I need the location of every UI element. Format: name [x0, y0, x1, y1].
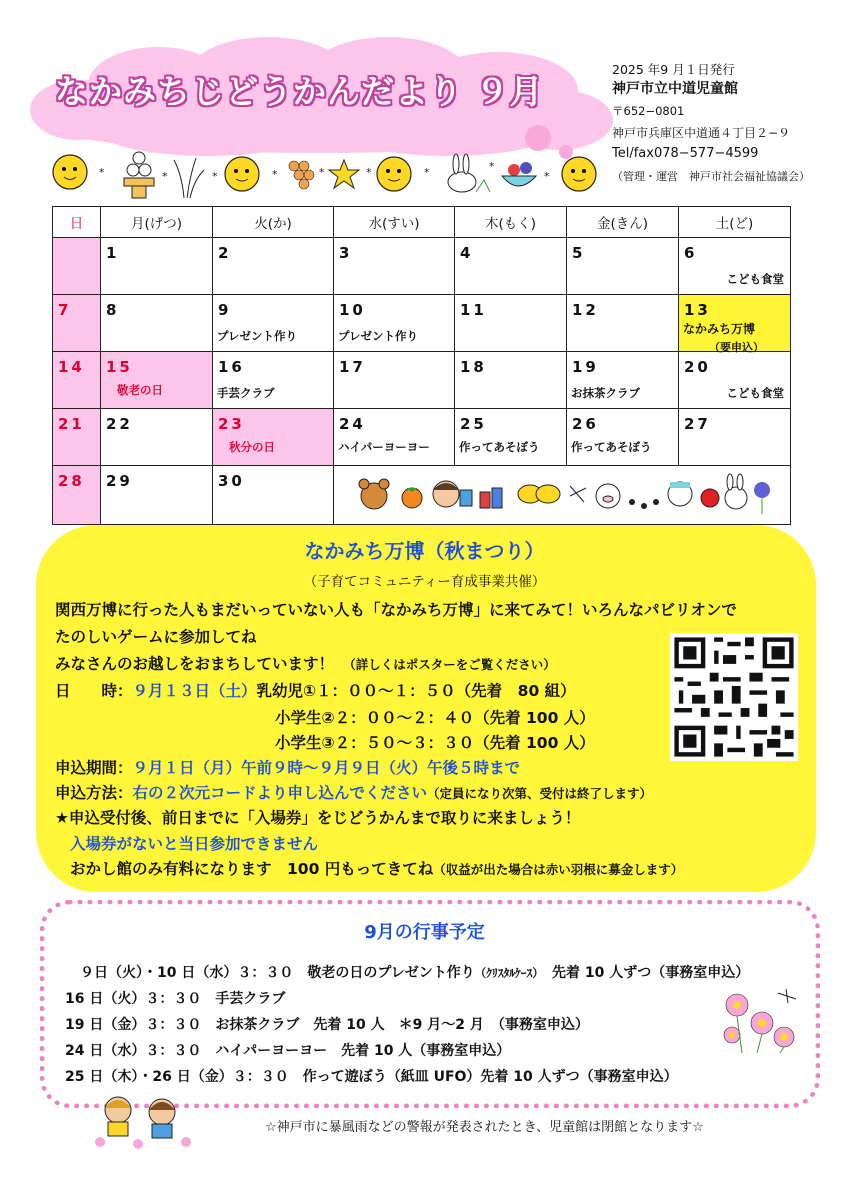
ticket-note: 入場券がないと当日参加できません [70, 835, 319, 853]
weekday-header-row [53, 207, 791, 238]
music-notes-icon [629, 499, 659, 509]
fee-note: （収益が出た場合は赤い羽根に募金します） [433, 862, 684, 877]
event-note: （ｸﾘｽﾀﾙｹｰｽ） [474, 966, 539, 980]
day-cell-highlight [679, 295, 791, 352]
page-title: なかみちじどうかんだより ９月 [55, 72, 544, 111]
day-cell [334, 352, 455, 409]
apply-period-row [55, 756, 520, 778]
day-cell [101, 409, 213, 466]
child-painting-icon [433, 481, 472, 507]
paint-icon [480, 488, 502, 508]
postal-code: 〒652−0801 [612, 104, 685, 118]
svg-text:*: * [99, 166, 105, 179]
moon-face-icon [225, 157, 259, 191]
calendar-week [53, 295, 791, 352]
day-cell [213, 238, 334, 295]
poster-note: （詳しくはポスターをご覧ください） [349, 657, 556, 672]
day-cell [53, 352, 101, 409]
fee-text: おかし館のみ有料になります 100 円もってきてね [70, 860, 434, 878]
day-cell-holiday [101, 352, 213, 409]
time-slot-2: 小学生②２：００〜２：４０（先着 100 人） [275, 709, 595, 727]
animal-illustrations [334, 466, 774, 520]
day-number: 13 [684, 301, 711, 319]
event-item: 19 日（金）３：３０ お抹茶クラブ 先着 10 人 ＊9 月〜2 月 （事務室申込） [65, 1017, 589, 1033]
day-number: 18 [460, 358, 487, 376]
svg-text:*: * [544, 170, 550, 183]
fruit-bowl-icon [502, 162, 536, 186]
day-cell [53, 238, 101, 295]
rabbit-icon [448, 154, 490, 192]
day-number: 16 [218, 358, 245, 376]
day-cell [213, 295, 334, 352]
moon-face-icon [377, 157, 411, 191]
day-event: 秋分の日 [229, 440, 275, 454]
day-cell [53, 409, 101, 466]
bear-icon [359, 479, 389, 509]
day-number: 8 [106, 301, 120, 319]
persimmon-icon [402, 488, 422, 508]
day-number: 28 [58, 472, 85, 490]
banpaku-line-2: たのしいゲームに参加してね [55, 628, 257, 646]
svg-text:*: * [366, 166, 372, 179]
child-icon [105, 1097, 131, 1136]
day-number: 17 [339, 358, 366, 376]
welcome-text: みなさんのお越しをおまちしています！ [55, 655, 335, 673]
pig-icon [596, 484, 620, 508]
day-cell [679, 352, 791, 409]
day-number: 12 [572, 301, 599, 319]
banpaku-line-3 [55, 652, 556, 674]
flower-icon [754, 482, 770, 514]
day-cell [53, 466, 101, 525]
day-cell [213, 352, 334, 409]
butterfly-icon [518, 485, 560, 503]
method-note: （定員になり次第、受付は終了します） [427, 786, 653, 801]
day-cell [455, 352, 567, 409]
calendar-week [53, 466, 791, 525]
day-cell [679, 409, 791, 466]
day-number: 23 [218, 415, 245, 433]
day-number: 11 [460, 301, 487, 319]
day-cell [334, 295, 455, 352]
event-item [80, 962, 749, 982]
day-cell [53, 295, 101, 352]
weekday-sun: 日 [53, 207, 101, 238]
address: 神戸市兵庫区中道通４丁目２−９ [612, 126, 791, 140]
september-calendar [52, 206, 791, 525]
day-number: 19 [572, 358, 599, 376]
day-cell [455, 295, 567, 352]
day-event: ハイパーヨーヨー [338, 440, 430, 454]
day-number: 9 [218, 301, 232, 319]
day-cell [567, 295, 679, 352]
method-label: 申込方法： [55, 784, 133, 802]
apple-icon [701, 489, 719, 507]
susuki-grass-icon [174, 158, 204, 198]
day-number: 26 [572, 415, 599, 433]
day-event: こども食堂 [726, 386, 784, 400]
child-icon [668, 482, 692, 506]
svg-text:*: * [162, 170, 168, 183]
day-number: 25 [460, 415, 487, 433]
calendar-illustration-cell [334, 466, 791, 525]
day-cell [334, 409, 455, 466]
day-number: 22 [106, 415, 133, 433]
day-number: 24 [339, 415, 366, 433]
day-event: 手芸クラブ [217, 386, 275, 400]
weekday-tue: 火(か) [213, 207, 334, 238]
day-event-note: （要申込） [709, 341, 764, 354]
day-event: 作ってあそぼう [459, 440, 540, 454]
day-cell [679, 238, 791, 295]
calendar-week [53, 409, 791, 466]
day-cell [567, 409, 679, 466]
day-event: こども食堂 [726, 272, 784, 286]
day-cell [101, 466, 213, 525]
ticket-instruction: ★申込受付後、前日までに「入場券」をじどうかんまで取りに来ましょう！ [55, 809, 581, 827]
svg-text:*: * [424, 166, 430, 179]
day-cell [101, 295, 213, 352]
day-number: 20 [684, 358, 711, 376]
svg-text:*: * [212, 170, 218, 183]
cosmos-flowers-icon [712, 985, 802, 1055]
calendar-week [53, 238, 791, 295]
day-number: 6 [684, 244, 698, 262]
day-cell [567, 238, 679, 295]
fee-row [70, 857, 683, 879]
day-event: プレゼント作り [338, 329, 419, 343]
weekday-thu: 木(もく) [455, 207, 567, 238]
banpaku-date-row [55, 679, 576, 701]
day-number: 5 [572, 244, 586, 262]
day-cell-holiday [213, 409, 334, 466]
day-event: 敬老の日 [117, 383, 163, 397]
day-number: 1 [106, 244, 120, 262]
day-number: 21 [58, 415, 85, 433]
dragonfly-icon [778, 989, 796, 1003]
weekday-wed: 水(すい) [334, 207, 455, 238]
child-icon [149, 1099, 175, 1138]
day-number: 15 [106, 358, 133, 376]
facility-name: 神戸市立中道児童館 [612, 81, 738, 97]
event-item: 24 日（水）３：３０ ハイパーヨーヨー 先着 10 人（事務室申込） [65, 1043, 511, 1059]
svg-text:*: * [489, 160, 495, 173]
moon-face-icon [562, 157, 596, 191]
banpaku-title: なかみち万博（秋まつり） [304, 539, 545, 563]
day-number: 10 [339, 301, 366, 319]
dango-icon [124, 152, 154, 198]
event-item: 25 日（木）・26 日（金）３：３０ 作って遊ぼう（紙皿 UFO）先着 10 人ずつ（事務室申込） [65, 1069, 678, 1085]
day-number: 27 [684, 415, 711, 433]
qr-code-icon[interactable] [670, 633, 798, 761]
day-number: 4 [460, 244, 474, 262]
grapes-icon [289, 161, 314, 189]
day-cell [213, 466, 334, 525]
rabbit-icon [725, 474, 747, 509]
events-title: 9月の行事予定 [364, 922, 485, 943]
day-number: 29 [106, 472, 133, 490]
day-cell [567, 352, 679, 409]
time-slot-1: 乳幼児①１：００〜１：５０（先着 80 組） [256, 682, 576, 700]
event-text: ９日（火）・10 日（水）３：３０ 敬老の日のプレゼント作り [80, 965, 475, 981]
day-event: プレゼント作り [217, 329, 298, 343]
management-note: （管理・運営 神戸市社会福祉協議会） [612, 170, 810, 183]
issue-date: 2025 年9 月１日発行 [612, 62, 735, 77]
children-illustration [90, 1090, 200, 1150]
day-number: 2 [218, 244, 232, 262]
day-cell [334, 238, 455, 295]
event-tail: 先着 10 人ずつ（事務室申込） [538, 965, 750, 981]
day-number: 14 [58, 358, 85, 376]
storm-closure-notice: ☆神戸市に暴風雨などの警報が発表されたとき、児童館は閉館となります☆ [265, 1120, 704, 1135]
banpaku-subtitle: （子育てコミュニティー育成事業共催） [303, 574, 546, 590]
day-number: 30 [218, 472, 245, 490]
day-cell [101, 238, 213, 295]
weekday-mon: 月(げつ) [101, 207, 213, 238]
day-number: 7 [58, 301, 72, 319]
svg-text:*: * [272, 168, 278, 181]
date-label: 日 時： [55, 682, 133, 700]
day-event: なかみち万博 [683, 322, 756, 336]
svg-text:*: * [319, 166, 325, 179]
day-cell [455, 409, 567, 466]
dragonfly-icon [570, 486, 586, 502]
method-value: 右の２次元コードより申し込んでください [132, 784, 428, 802]
date-value: ９月１３日（土） [132, 682, 257, 700]
weekday-fri: 金(きん) [567, 207, 679, 238]
period-label: 申込期間： [55, 759, 133, 777]
day-event: 作ってあそぼう [571, 440, 652, 454]
calendar-week [53, 352, 791, 409]
time-slot-3: 小学生③２：５０〜３：３０（先着 100 人） [275, 734, 595, 752]
banpaku-line-1: 関西万博に行った人もまだいっていない人も「なかみち万博」に来てみて！いろんなパビリオンで [55, 601, 737, 619]
weekday-sat: 土(ど) [679, 207, 791, 238]
moon-face-icon [53, 155, 87, 189]
apply-method-row [55, 781, 652, 803]
period-value: ９月１日（月）午前９時〜９月９日（火）午後５時まで [132, 759, 521, 777]
day-number: 3 [339, 244, 353, 262]
star-icon [329, 160, 359, 188]
moon-decoration-row [44, 150, 604, 202]
telephone: Tel/fax078−577−4599 [612, 146, 759, 161]
day-cell [455, 238, 567, 295]
event-item: 16 日（火）３：３０ 手芸クラブ [65, 991, 286, 1007]
day-event: お抹茶クラブ [571, 386, 640, 400]
